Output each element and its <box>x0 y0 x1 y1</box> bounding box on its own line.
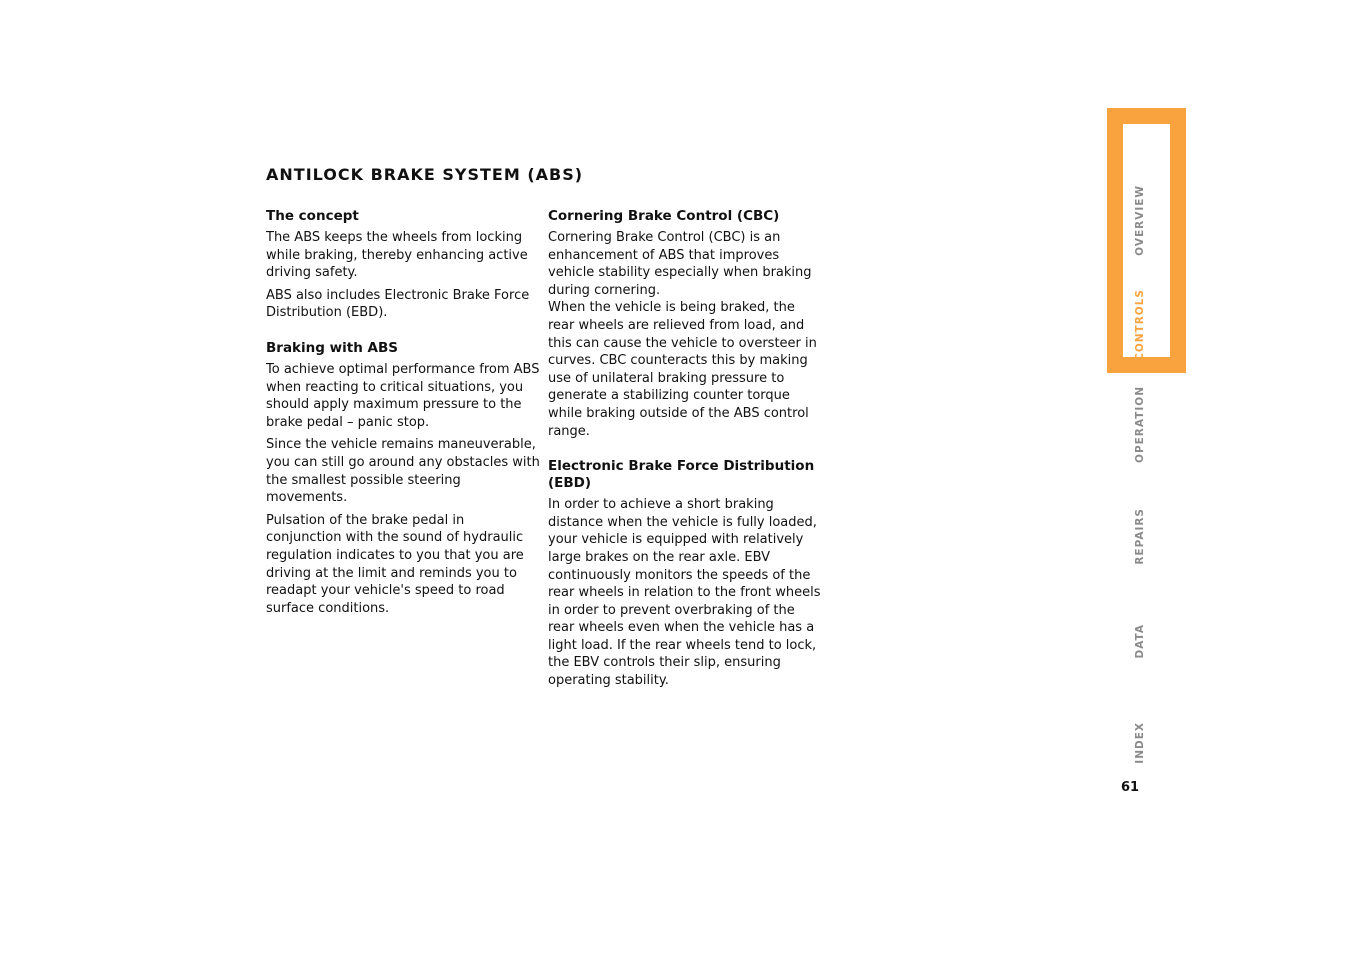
nav-label-data: DATA <box>1134 624 1146 659</box>
nav-label-controls: CONTROLS <box>1134 289 1146 361</box>
nav-label-repairs: REPAIRS <box>1134 508 1146 565</box>
nav-label-index: INDEX <box>1134 722 1146 764</box>
section-cbc <box>548 208 822 440</box>
section-braking-with-abs <box>266 340 540 617</box>
paragraph: When the vehicle is being braked, the rear wheels are relieved from load, and this can cause the vehicle to oversteer in curves. CBC counteracts this by making use of unilateral braking pressure to generate a stabilizing counter torque while braking outside of the ABS control range. <box>548 300 817 439</box>
section-heading-braking: Braking with ABS <box>266 339 398 356</box>
nav-label-operation: OPERATION <box>1134 386 1146 463</box>
nav-label-overview: OVERVIEW <box>1134 185 1146 256</box>
right-column <box>548 208 822 708</box>
section-heading-cbc: Cornering Brake Control (CBC) <box>548 208 780 224</box>
active-tab-inner <box>1123 124 1170 357</box>
paragraph: Since the vehicle remains maneuverable, you can still go around any obstacles with the smallest possible steering movements. <box>266 437 540 506</box>
paragraph: Cornering Brake Control (CBC) is an enhancement of ABS that improves vehicle stability especially when braking during cornering. <box>548 230 812 298</box>
section-ebd <box>548 458 822 690</box>
paragraph: In order to achieve a short braking distance when the vehicle is fully loaded, your vehicle is equipped with relatively large brakes on the rear axle. EBV continuously monitors the speeds of the rear wheels in relation to the front wheels in order to prevent overbraking of the rear wheels even when the vehicle has a light load. If the rear wheels tend to lock, the EBV controls their slip, ensuring operating stability. <box>548 497 821 689</box>
paragraph: Pulsation of the brake pedal in conjunction with the sound of hydraulic regulation indicates to you that you are driving at the limit and reminds you to readapt your vehicle's speed to road surface conditions. <box>266 512 524 616</box>
paragraph: ABS also includes Electronic Brake Force Distribution (EBD). <box>266 287 530 321</box>
paragraph: To achieve optimal performance from ABS when reacting to critical situations, you should apply maximum pressure to the brake pedal – panic stop. <box>266 361 540 430</box>
page-number: 61 <box>1121 780 1140 795</box>
section-heading-concept: The concept <box>266 208 359 224</box>
page-title: ANTILOCK BRAKE SYSTEM (ABS) <box>266 165 584 184</box>
left-column <box>266 208 540 635</box>
section-concept <box>266 208 540 322</box>
section-heading-ebd: Electronic Brake Force Distribution (EBD) <box>548 458 815 492</box>
paragraph: The ABS keeps the wheels from locking while braking, thereby enhancing active driving safety. <box>266 230 528 281</box>
